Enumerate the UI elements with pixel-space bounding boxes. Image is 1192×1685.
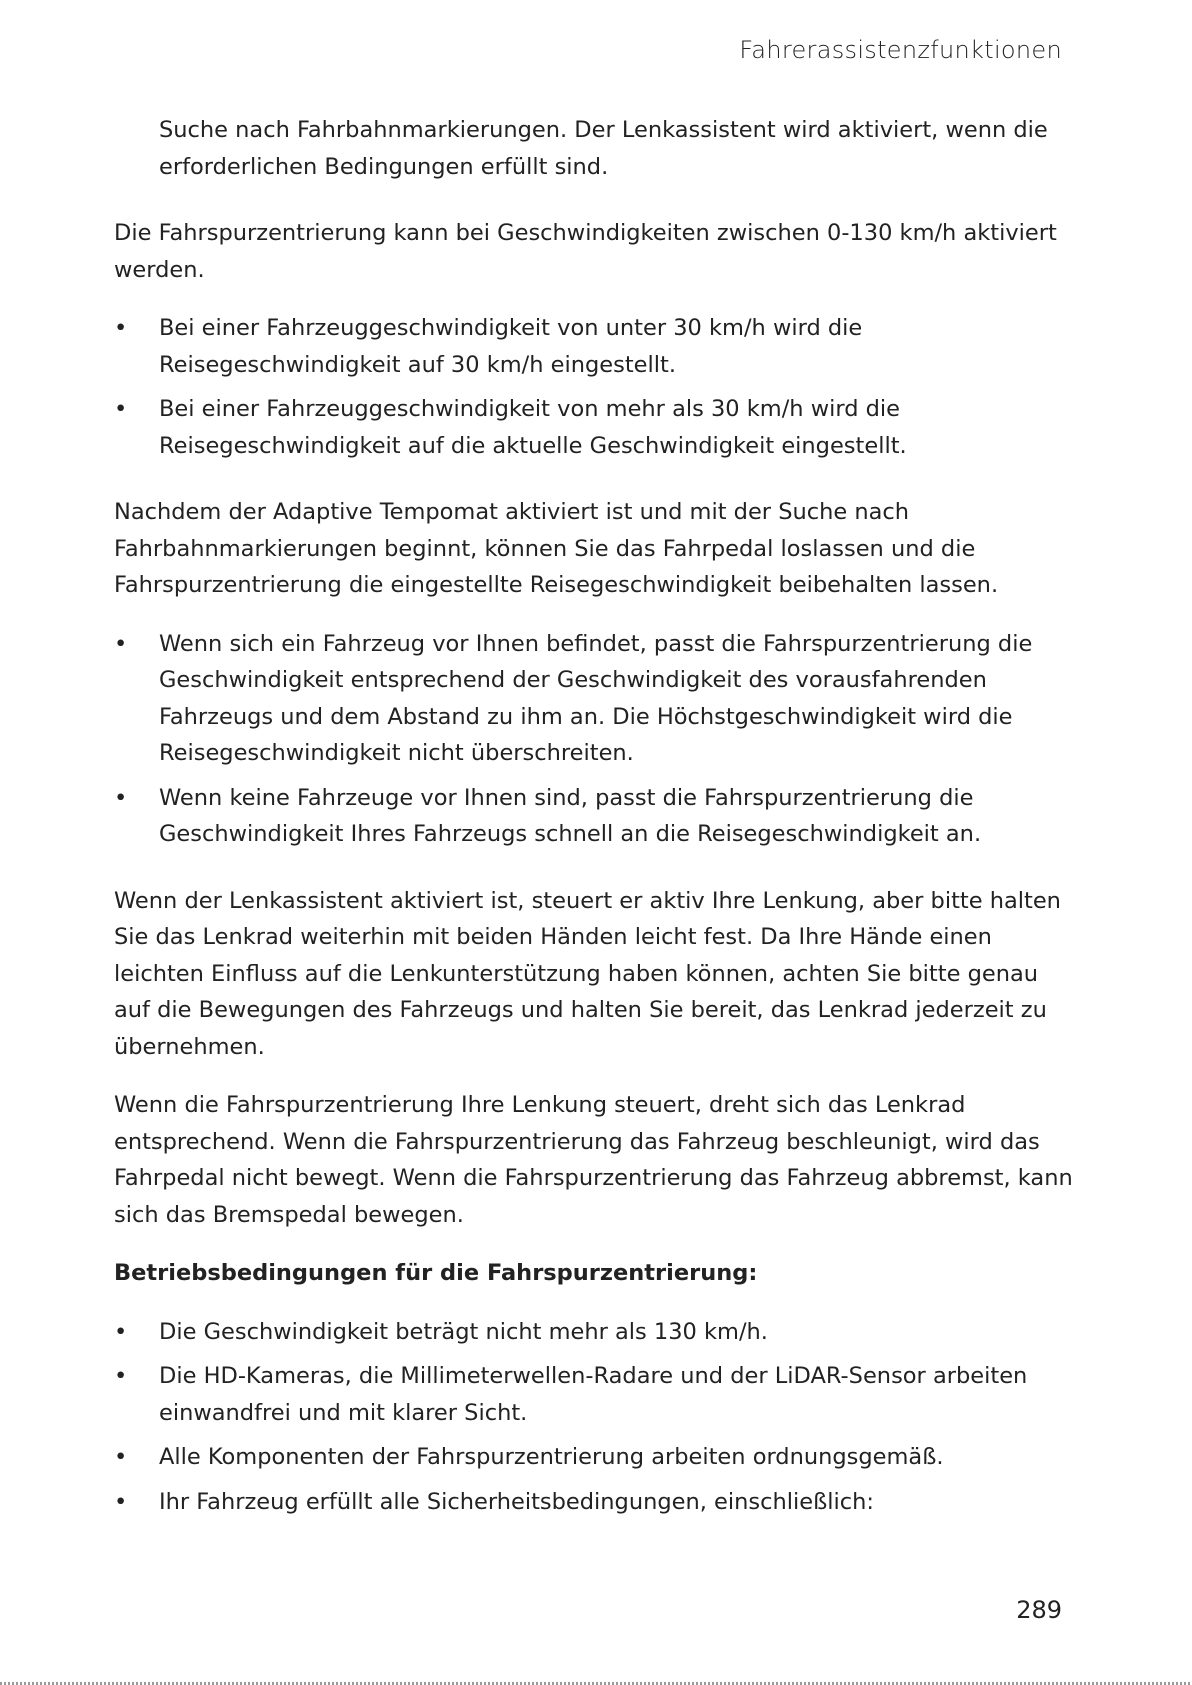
section-subheading: Betriebsbedingungen für die Fahrspurzentrierung: (114, 1260, 758, 1286)
list-item (114, 1314, 1074, 1351)
list-item (114, 310, 1074, 383)
list-item-text: Alle Komponenten der Fahrspurzentrierung arbeiten ordnungsgemäß. (159, 1444, 944, 1470)
condition-bullet-list (114, 1314, 1074, 1521)
bullet-icon: • (114, 315, 128, 341)
page-number: 289 (1016, 1596, 1062, 1624)
paragraph-after-activation: Nachdem der Adaptive Tempomat aktiviert ist und mit der Suche nach Fahrbahnmarkierungen beginnt, können Sie das Fahrpedal loslassen und die Fahrspurzentrierung die eingestellte Reisegeschwindigkeit beibehalten lassen. (114, 499, 999, 598)
speed-bullet-list (114, 310, 1074, 464)
list-item-text: Wenn sich ein Fahrzeug vor Ihnen befindet, passt die Fahrspurzentrierung die Geschwindigkeit entsprechend der Geschwindigkeit des vorausfahrenden Fahrzeugs und dem Abstand zu ihm an. Die Höchstgeschwindigkeit wird die Reisegeschwindigkeit nicht überschreiten. (159, 630, 1033, 766)
paragraph-wheel: Wenn die Fahrspurzentrierung Ihre Lenkung steuert, dreht sich das Lenkrad entsprechend. Wenn die Fahrspurzentrierung das Fahrzeug beschleunigt, wird das Fahrpedal nicht bewegt. Wenn die Fahrspurzentrierung das Fahrzeug abbremst, kann sich das Bremspedal bewegen. (114, 1092, 1073, 1228)
vehicle-bullet-list (114, 626, 1074, 853)
list-item (114, 626, 1074, 772)
list-item (114, 780, 1074, 853)
list-item (114, 1358, 1074, 1431)
list-item-text: Die HD-Kameras, die Millimeterwellen-Radare und der LiDAR-Sensor arbeiten einwandfrei und mit klarer Sicht. (159, 1363, 1028, 1426)
list-item-text: Wenn keine Fahrzeuge vor Ihnen sind, passt die Fahrspurzentrierung die Geschwindigkeit Ihres Fahrzeugs schnell an die Reisegeschwindigkeit an. (159, 784, 982, 847)
list-item-text: Bei einer Fahrzeuggeschwindigkeit von mehr als 30 km/h wird die Reisegeschwindigkeit auf die aktuelle Geschwindigkeit eingestellt. (159, 396, 907, 459)
list-item-text: Bei einer Fahrzeuggeschwindigkeit von unter 30 km/h wird die Reisegeschwindigkeit auf 30 km/h eingestellt. (159, 315, 863, 378)
running-header: Fahrerassistenzfunktionen (739, 36, 1062, 64)
bullet-icon: • (114, 1318, 128, 1345)
paragraph-speed-range: Die Fahrspurzentrierung kann bei Geschwindigkeiten zwischen 0-130 km/h aktiviert werden. (114, 220, 1057, 283)
list-item-text: Ihr Fahrzeug erfüllt alle Sicherheitsbedingungen, einschließlich: (159, 1488, 874, 1515)
page-content (114, 112, 1074, 1520)
bullet-icon: • (114, 1363, 128, 1389)
bullet-icon: • (114, 396, 128, 422)
paragraph-continuation: Suche nach Fahrbahnmarkierungen. Der Lenkassistent wird aktiviert, wenn die erforderlichen Bedingungen erfüllt sind. (159, 117, 1048, 180)
bullet-icon: • (114, 1488, 128, 1515)
bullet-icon: • (114, 1444, 128, 1470)
list-item-text: Die Geschwindigkeit beträgt nicht mehr als 130 km/h. (159, 1318, 768, 1345)
bullet-icon: • (114, 630, 128, 657)
list-item (114, 1439, 1074, 1476)
list-item (114, 391, 1074, 464)
paragraph-steering: Wenn der Lenkassistent aktiviert ist, steuert er aktiv Ihre Lenkung, aber bitte halten Sie das Lenkrad weiterhin mit beiden Händen leicht fest. Da Ihre Hände einen leichten Einfluss auf die Lenkunterstützung haben können, achten Sie bitte genau auf die Bewegungen des Fahrzeugs und halten Sie bereit, das Lenkrad jederzeit zu übernehmen. (114, 887, 1061, 1060)
bullet-icon: • (114, 784, 128, 811)
list-item (114, 1484, 1074, 1521)
